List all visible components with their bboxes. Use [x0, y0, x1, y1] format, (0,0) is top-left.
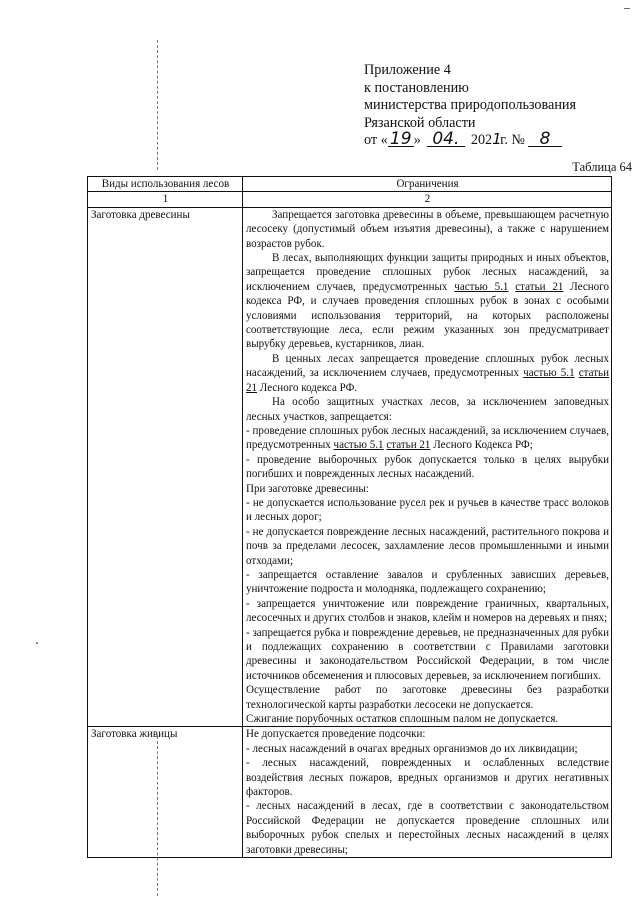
table-row: [88, 207, 612, 727]
date-line: [364, 129, 624, 150]
restrictions-cell: [243, 727, 612, 858]
paragraph-text: Лесного Кодекса РФ;: [430, 439, 533, 452]
column-number-2: 2: [243, 192, 612, 207]
law-link[interactable]: статьи 21: [515, 280, 564, 293]
table-header-row: [88, 177, 612, 192]
paragraph-text: Лесного кодекса РФ, и случаев проведения сплошных рубок в зонах с особыми условиями использования территорий, на которых расположены соответствующие леса, если режим указанных зон предусматривает вырубку деревьев, кустарников, лиан.: [246, 280, 609, 351]
restriction-paragraph: - запрещается рубка и повреждение деревьев, не предназначенных для рубки и подлежащих сохранению в соответствии с Правилами заготовки древесины и законодательством Российской Федерации, в том числе источников обсеменения и плюсовых деревьев, за исключением погибших.: [246, 626, 609, 682]
column-number-1: 1: [88, 192, 243, 207]
paragraph-text: - проведение сплошных рубок лесных насаждений, за исключением случаев, предусмотренных: [246, 424, 609, 452]
resolution-line: к постановлению: [364, 79, 469, 96]
appendix-header: [364, 62, 624, 150]
law-link[interactable]: статьи 21: [386, 439, 431, 452]
region-line: Рязанской области: [364, 114, 476, 131]
law-link[interactable]: частью 5.1: [333, 439, 384, 452]
forest-use-type: Заготовка древесины: [88, 207, 243, 727]
date-mid: »: [413, 132, 421, 148]
restriction-paragraph: [246, 352, 609, 395]
column-header-forest-use: Виды использования лесов: [88, 177, 243, 192]
appendix-title: Приложение 4: [364, 62, 451, 78]
restriction-paragraph: [246, 251, 609, 352]
restriction-paragraph: - не допускается повреждение лесных насаждений, растительного покрова и почв за пределами лесосек, захламление лесов промышленными и иными отходами;: [246, 525, 609, 567]
restriction-paragraph: - лесных насаждений, поврежденных и ослабленных вследствие воздействия лесных пожаров, вредных организмов и других негативных факторов.: [246, 757, 609, 799]
restriction-paragraph: При заготовке древесины:: [246, 482, 369, 495]
ministry-line: министерства природопользования: [364, 97, 577, 113]
restriction-paragraph: Запрещается заготовка древесины в объеме, превышающем расчетную лесосеку (допустимый объем изъятия древесины), а также с нарушением возрастов рубок.: [246, 208, 609, 250]
restriction-paragraph: Сжигание порубочных остатков сплошным палом не допускается.: [246, 713, 559, 726]
date-from: от «: [364, 132, 388, 148]
doc-number-handwritten: 8: [528, 132, 562, 147]
restrictions-table: [87, 176, 612, 858]
restriction-paragraph: - не допускается использование русел рек и ручьев в качестве трасс волоков и лесных дорог;: [246, 496, 609, 524]
restriction-paragraph: - проведение выборочных рубок допускается только в целях вырубки погибших и поврежденных лесных насаждений.: [246, 453, 609, 481]
date-year-handwritten: 1: [492, 130, 502, 148]
paragraph-text: В ценных лесах запрещается проведение сплошных рубок лесных насаждений, за исключением случаев, предусмотренных: [246, 352, 609, 380]
restriction-paragraph: [246, 424, 609, 453]
restriction-paragraph: Осуществление работ по заготовке древесины без разработки технологической карты разработки лесосеки не допускается.: [246, 684, 609, 711]
table-label: Таблица 64: [572, 160, 632, 174]
paragraph-text: В лесах, выполняющих функции защиты природных и иных объектов, запрещается проведение сплошных рубок лесных насаждений, за исключением случаев, предусмотренных: [246, 252, 609, 293]
restriction-paragraph: - запрещается оставление завалов и срубленных зависших деревьев, уничтожение подроста и молодняка, подлежащего сохранению;: [246, 568, 609, 596]
restriction-paragraph: - лесных насаждений в лесах, где в соответствии с законодательством Российской Федерации не допускается проведение сплошных или выборочных рубок спелых и перестойных лесных насаждений в целях заготовки древесины;: [246, 800, 609, 856]
restriction-paragraph: Не допускается проведение подсочки:: [246, 728, 426, 741]
scan-artifact-line: [157, 40, 158, 170]
restriction-paragraph: - лесных насаждений в очагах вредных организмов до их ликвидации;: [246, 742, 578, 755]
law-link[interactable]: частью 5.1: [523, 367, 575, 380]
date-year-prefix: 202: [470, 132, 493, 148]
law-link[interactable]: статьи 21: [246, 367, 610, 394]
date-year-suffix: г. №: [500, 132, 525, 148]
date-month-handwritten: 04.: [427, 132, 465, 147]
restrictions-cell: [243, 207, 612, 727]
restriction-paragraph: - запрещается уничтожение или повреждение граничных, квартальных, лесосечных и других столбов и знаков, клейм и номеров на деревьях и пнях;: [246, 597, 609, 625]
scan-speck: [624, 8, 630, 9]
date-day-handwritten: 19: [388, 132, 414, 147]
table-number-row: [88, 192, 612, 207]
column-header-restrictions: Ограничения: [243, 177, 612, 192]
forest-use-type: Заготовка живицы: [88, 727, 243, 858]
law-link[interactable]: частью 5.1: [454, 280, 509, 293]
scan-speck: [36, 642, 38, 644]
table-row: [88, 727, 612, 858]
restriction-paragraph: На особо защитных участках лесов, за исключением заповедных лесных участков, запрещается:: [246, 396, 609, 423]
paragraph-text: Лесного кодекса РФ.: [257, 381, 358, 394]
